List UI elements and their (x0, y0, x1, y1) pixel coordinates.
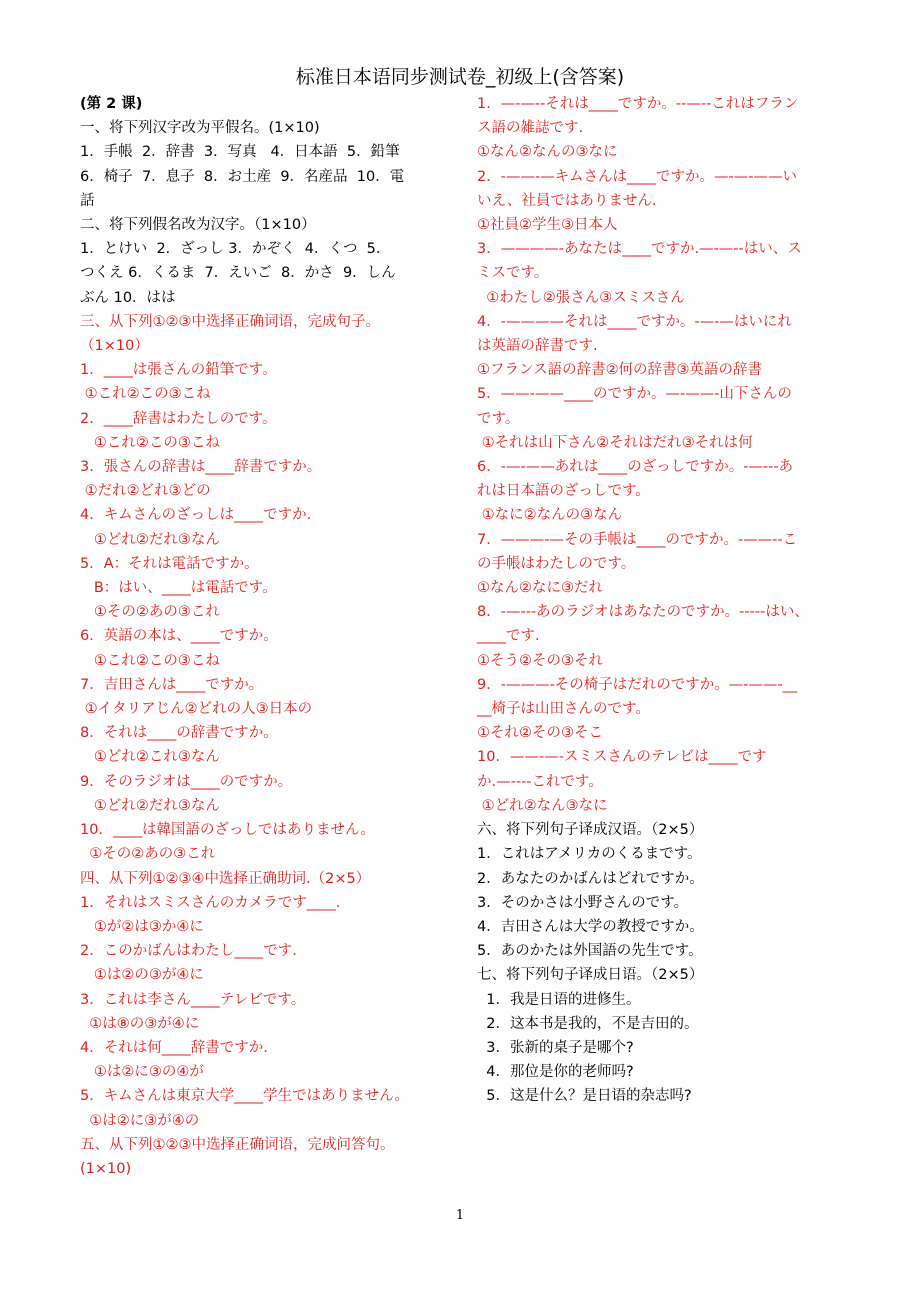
right-line: 8．-—---あのラジオはあなたのですか。-----はい、 (477, 604, 809, 621)
right-line: 六、将下列句子译成汉语。（2×5） (477, 822, 704, 839)
left-line: 1．____は張さんの鉛筆です。 (80, 362, 277, 379)
right-line: 10．——-—-スミスさんのテレビは____です (477, 749, 767, 766)
right-line: 3．————-あなたは____ですか.—-—--はい、ス (477, 241, 802, 258)
lesson-heading: (第 2 课) (80, 96, 143, 112)
left-line: 6．英語の本は、____ですか。 (80, 628, 278, 645)
left-line: 1．手帳 2．辞書 3．写真 4．日本語 5．鉛筆 (80, 144, 400, 161)
right-line: 5．あのかたは外国語の先生です。 (477, 943, 703, 960)
left-line: 3．これは李さん____テレビです。 (80, 991, 306, 1008)
left-line: 1．それはスミスさんのカメラです____. (80, 894, 341, 911)
right-line: いえ、社員ではありません. (477, 192, 657, 209)
left-line: 4．それは何____辞書ですか. (80, 1039, 268, 1056)
left-line: ①これ②この③こね (80, 434, 220, 451)
left-line: 話 (80, 192, 95, 209)
right-line: れは日本語のざっしです。 (477, 483, 650, 500)
right-line: 1．これはアメリカのくるまです。 (477, 846, 702, 863)
right-line: 5．——-——____のですか。—-——-山下さんの (477, 386, 792, 403)
left-line: 10．____は韓国語のざっしではありません。 (80, 822, 375, 839)
left-lines (80, 116, 450, 1181)
left-line: 五、从下列①②③中选择正确词语，完成问答句。 (80, 1136, 395, 1153)
right-line: ①わたし②張さん③スミスさん (477, 289, 685, 306)
left-line: つくえ 6．くるま 7．えいご 8．かさ 9．しん (80, 265, 396, 282)
right-line: ミスです。 (477, 265, 549, 282)
right-line: 5．这是什么？是日语的杂志吗? (477, 1088, 692, 1105)
right-line: の手帳はわたしのです。 (477, 555, 636, 572)
left-line: 5．キムさんは東京大学____学生ではありません。 (80, 1088, 409, 1105)
left-line: ①は②に③が④の (80, 1112, 200, 1129)
left-line: 1．とけい 2．ざっし 3．かぞく 4．くつ 5． (80, 241, 391, 258)
right-lines (477, 92, 842, 1109)
left-line: 2．このかばんはわたし____です. (80, 943, 297, 960)
right-line: 2．あなたのかばんはどれですか。 (477, 870, 704, 887)
right-line: 7．———-—その手帳は____のですか。-——--こ (477, 531, 798, 548)
right-line: 1．我是日语的进修生。 (477, 991, 641, 1008)
right-line: 1．—-—--それは____ですか。--—--これはフラン (477, 96, 799, 112)
right-line: ①なん②なに③だれ (477, 580, 603, 597)
left-line: 2．____辞書はわたしのです。 (80, 410, 277, 427)
right-line: 2．这本书是我的，不是吉田的。 (477, 1015, 699, 1032)
left-line: ①どれ②だれ③なん (80, 797, 220, 814)
right-line: 2．-——-—キムさんは____ですか。—-—-——い (477, 168, 798, 185)
left-line: 3．張さんの辞書は____辞書ですか。 (80, 459, 322, 476)
left-line: 8．それは____の辞書ですか。 (80, 725, 278, 742)
right-line: __椅子は山田さんのです。 (477, 701, 650, 718)
right-line: ①そう②その③それ (477, 652, 603, 669)
left-line: ①は②の③が④に (80, 967, 204, 984)
document-title: 标准日本语同步测试卷_初级上(含答案) (295, 66, 625, 88)
left-line: ①イタリアじん②どれの人③日本の (80, 701, 313, 718)
right-line: ①なに②なんの③なん (477, 507, 623, 524)
right-line: ①それは山下さん②それはだれ③それは何 (477, 434, 753, 451)
right-line: ①なん②なんの③なに (477, 144, 618, 161)
left-line: 四、从下列①②③④中选择正确助词.（2×5） (80, 870, 371, 887)
left-column (80, 92, 450, 1181)
right-line: ①どれ②なん③なに (477, 797, 608, 814)
right-line: 9．-———-その椅子はだれのですか。—-——-__ (477, 676, 798, 693)
left-line: ①その②あの③これ (80, 846, 216, 863)
right-line: 3．张新的桌子是哪个? (477, 1039, 634, 1056)
right-line: 3．そのかさは小野さんのです。 (477, 894, 689, 911)
right-line: ____です. (477, 628, 540, 645)
right-line: か.—----これです。 (477, 773, 603, 790)
left-line: ①これ②この③こね (80, 652, 220, 669)
right-line: ス語の雑誌です. (477, 120, 584, 137)
left-line: ①は②に③の④が (80, 1064, 204, 1081)
right-line: ①フランス語の辞書②何の辞書③英語の辞書 (477, 362, 763, 379)
left-line: 7．吉田さんは____ですか。 (80, 676, 264, 693)
left-line: 5．A：それは電話ですか。 (80, 555, 259, 572)
right-line: ①それ②その③そこ (477, 725, 603, 742)
left-line: ①だれ②どれ③どの (80, 483, 211, 500)
right-column (477, 92, 842, 1109)
page-number: 1 (455, 1208, 465, 1223)
left-line: 三、从下列①②③中选择正确词语，完成句子。 (80, 313, 380, 330)
right-line: 4．那位是你的老师吗? (477, 1064, 634, 1081)
left-line: 一、将下列汉字改为平假名。(1×10) (80, 120, 320, 137)
right-line: です。 (477, 410, 520, 427)
left-line: ①どれ②これ③なん (80, 749, 220, 766)
left-line: ぶん 10．はは (80, 289, 176, 306)
left-line: ①これ②この③こね (80, 386, 211, 403)
right-line: 4．-————それは____ですか。-—-—はいにれ (477, 313, 792, 330)
left-line: B：はい、____は電話です。 (80, 580, 277, 597)
right-line: ①社員②学生③日本人 (477, 217, 618, 234)
right-line: 6．-—-——あれは____のざっしですか。-—---あ (477, 459, 794, 476)
left-line: ①その②あの③これ (80, 604, 220, 621)
right-line: 4．吉田さんは大学の教授ですか。 (477, 918, 704, 935)
left-line: ①どれ②だれ③なん (80, 531, 220, 548)
left-line: 9．そのラジオは____のですか。 (80, 773, 293, 790)
left-line: 4．キムさんのざっしは____ですか. (80, 507, 312, 524)
left-line: 6．椅子 7．息子 8．お土産 9．名産品 10．電 (80, 168, 405, 185)
left-line: 二、将下列假名改为汉字。（1×10） (80, 217, 316, 234)
right-line: 七、将下列句子译成日语。（2×5） (477, 967, 704, 984)
right-line: は英語の辞書です. (477, 338, 598, 355)
left-line: (1×10) (80, 1160, 132, 1177)
left-line: （1×10） (80, 338, 149, 355)
left-line: ①は⑧の③が④に (80, 1015, 200, 1032)
left-line: ①が②は③か④に (80, 918, 204, 935)
